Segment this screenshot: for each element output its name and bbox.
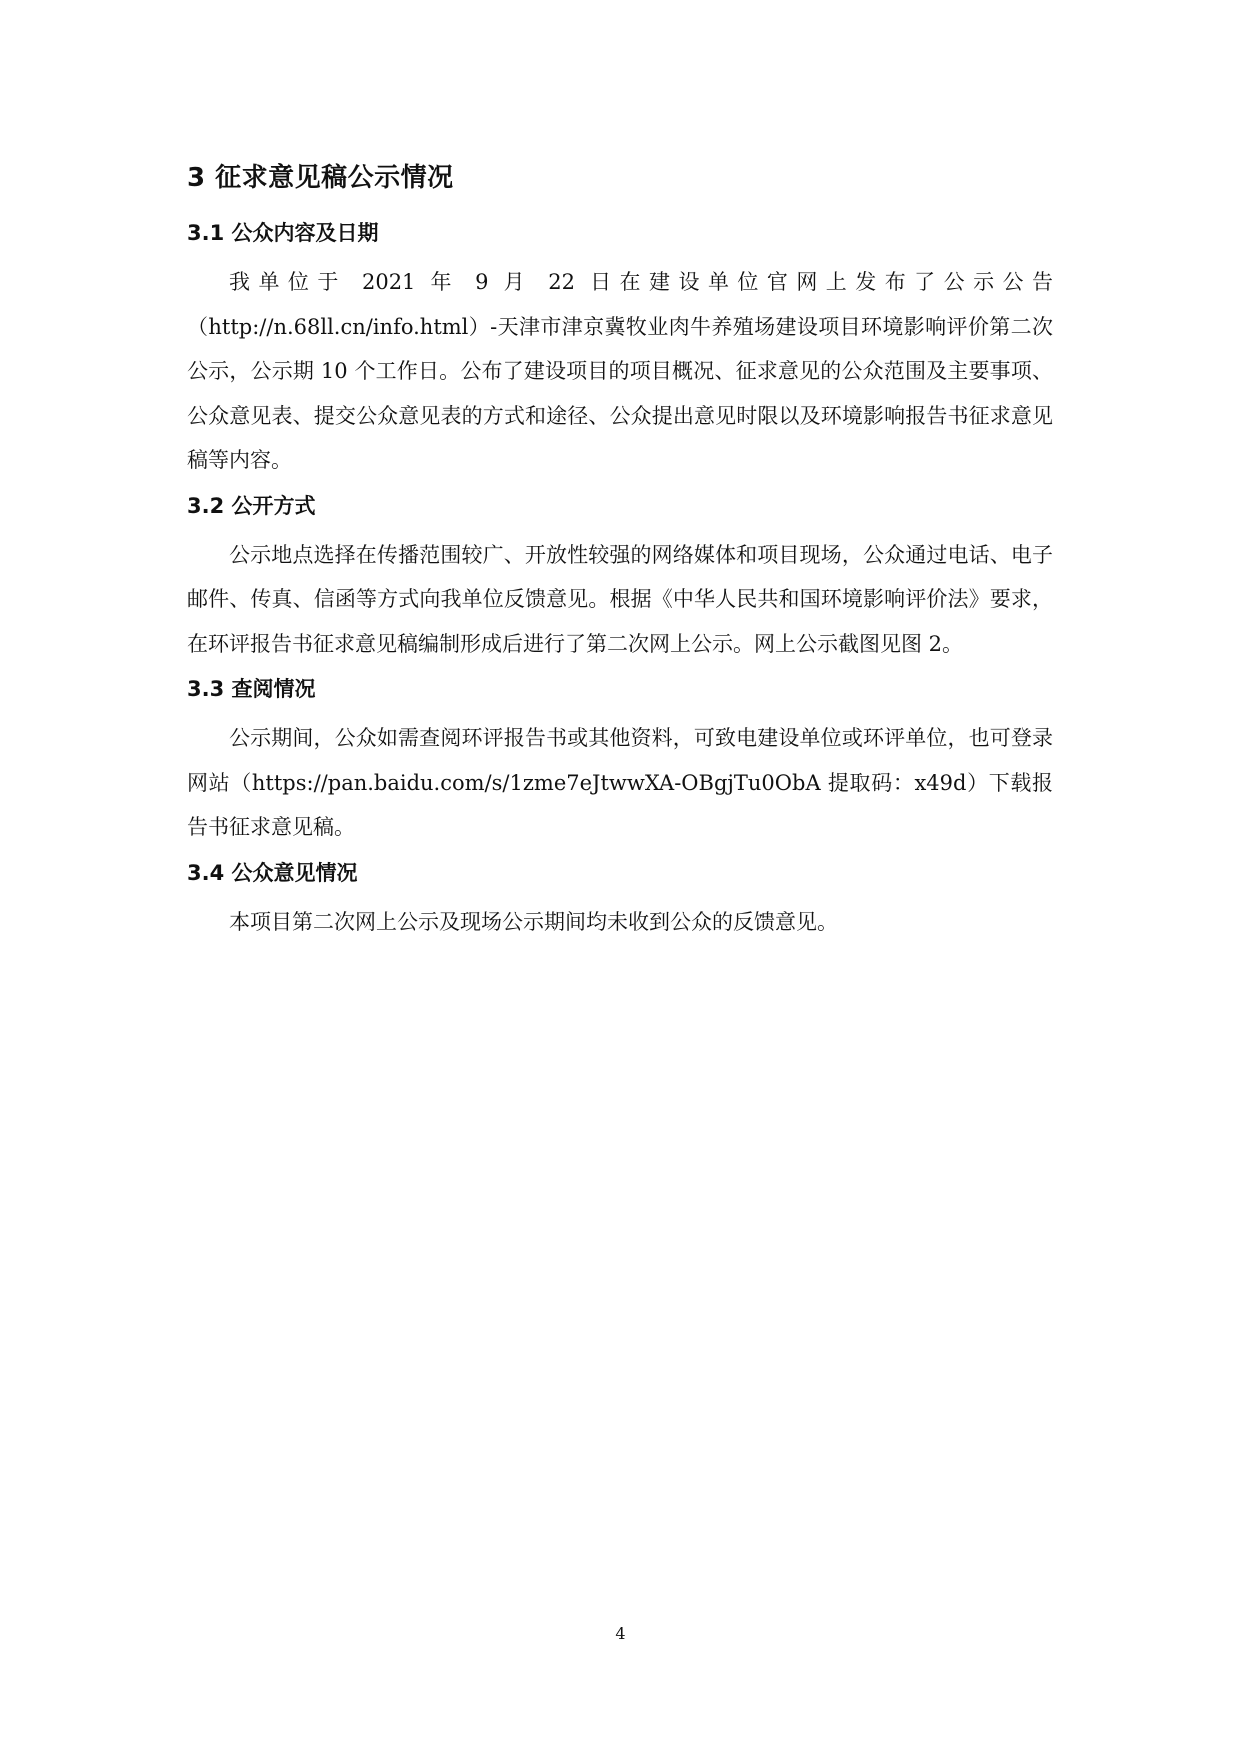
subsection-paragraph: 公示期间，公众如需查阅环评报告书或其他资料，可致电建设单位或环评单位，也可登录网站（https://pan.baidu.com/s/1zme7eJtwwXA-OBgjTu0ObA 提取码：x49d）下载报告书征求意见稿。: [187, 726, 1053, 839]
document-body: [187, 160, 1053, 952]
subsection-3-4: [187, 858, 1053, 945]
page-number: 4: [615, 1624, 626, 1643]
subsection-heading: 3.2 公开方式: [187, 493, 316, 518]
subsection-paragraph: 我单位于 2021 年 9 月 22 日在建设单位官网上发布了公示公告（http://n.68ll.cn/info.html）-天津市津京冀牧业肉牛养殖场建设项目环境影响评价第二次公示，公示期 10 个工作日。公布了建设项目的项目概况、征求意见的公众范围及主要事项、公众意见表、提交公众意见表的方式和途径、公众提出意见时限以及环境影响报告书征求意见稿等内容。: [187, 270, 1053, 472]
section-title: 3 征求意见稿公示情况: [187, 163, 454, 193]
subsection-paragraph: 公示地点选择在传播范围较广、开放性较强的网络媒体和项目现场，公众通过电话、电子邮件、传真、信函等方式向我单位反馈意见。根据《中华人民共和国环境影响评价法》要求，在环评报告书征求意见稿编制形成后进行了第二次网上公示。网上公示截图见图 2。: [187, 542, 1053, 656]
subsection-3-3: [187, 674, 1053, 850]
subsection-paragraph: 本项目第二次网上公示及现场公示期间均未收到公众的反馈意见。: [229, 909, 838, 934]
subsection-heading: 3.3 查阅情况: [187, 677, 316, 701]
subsection-heading: 3.1 公众内容及日期: [187, 221, 379, 245]
subsection-heading: 3.4 公众意见情况: [187, 860, 358, 885]
subsection-3-2: [187, 491, 1053, 667]
subsection-3-1: [187, 218, 1053, 483]
